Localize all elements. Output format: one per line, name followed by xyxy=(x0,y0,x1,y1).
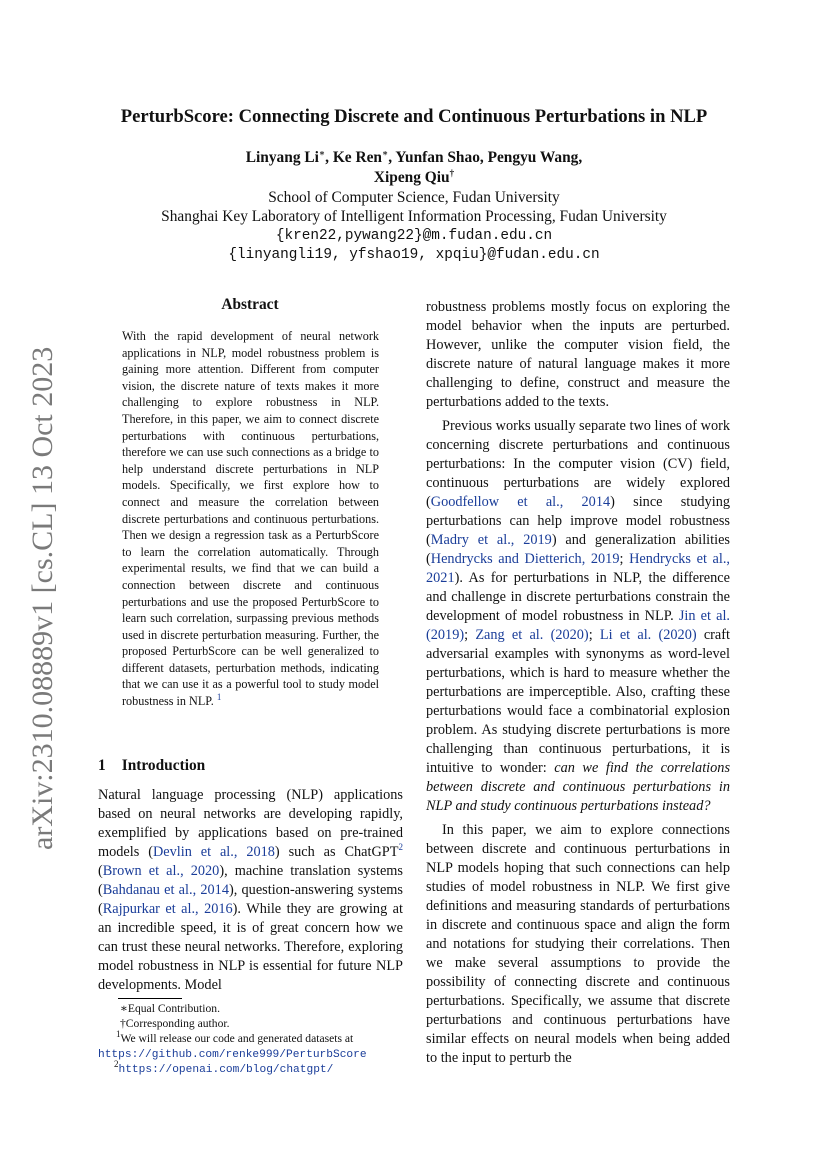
citation-link[interactable]: Hendrycks and Dietterich, 2019 xyxy=(430,551,620,567)
citation-link[interactable]: Devlin et al., 2018 xyxy=(152,844,275,860)
text-run: ), question-answering systems ( xyxy=(98,882,403,917)
arxiv-id-text: arXiv:2310.08889v1 [cs.CL] 13 Oct 2023 xyxy=(26,346,59,850)
text-run: ) such as ChatGPT xyxy=(274,844,399,860)
citation-link[interactable]: Jin et al. (2019) xyxy=(426,608,731,643)
footnote-2-number: 2 xyxy=(114,1059,119,1070)
text-run: ; xyxy=(464,627,476,643)
intro-paragraph-1-continued: robustness problems mostly focus on exploring the model behavior when the inputs are perturbed. However, unlike the computer vision field, the discrete nature of natural language makes it more challenging to define, construct and measure the perturbations added to the texts. xyxy=(426,299,730,410)
author-ke: , Ke Ren xyxy=(325,149,382,166)
corresponding-author-mark: † xyxy=(449,167,455,178)
text-run: ). As for perturbations in NLP, the difference and challenge in discrete perturbations constrain the development of model robustness in NLP. xyxy=(426,570,730,624)
right-column xyxy=(426,298,730,1068)
abstract-text: With the rapid development of neural network applications in NLP, model robustness problem is gaining more attention. Different from computer vision, the discrete nature of texts makes it more challenging to explore robustness in NLP. Therefore, in this paper, we aim to connect discrete perturbations with continuous perturbations, therefore we can use such connections as a bridge to help understand discrete perturbations in NLP models. Specifically, we first explore how to connect and measure the correlation between discrete perturbations and continuous perturbations. Then we design a regression task as a PerturbScore to learn the correlation automatically. Through experimental results, we find that we can build a connection between discrete and continuous perturbations and use the proposed PerturbScore to learn such correlation, surpassing previous methods used in discrete perturbation measuring. Further, the proposed PerturbScore can be well generalized to different datasets, perturbation methods, indicating that we can use it as a powerful tool to study model robustness in NLP. xyxy=(122,329,379,709)
intro-paragraph-2 xyxy=(426,417,730,816)
citation-link[interactable]: Goodfellow et al., 2014 xyxy=(430,494,611,510)
text-run: ; xyxy=(588,627,600,643)
text-run: craft adversarial examples with synonyms as word-level perturbations, which is hard to measure whether the perturbations are imperceptible. Also, crafting these perturbations would face a combinatorial explosion problem. As studying discrete perturbations is more challenging than continuous perturbations, it is intuitive to wonder: xyxy=(426,627,731,776)
author-xipeng: Xipeng Qiu xyxy=(373,169,450,186)
paper-title: PerturbScore: Connecting Discrete and Continuous Perturbations in NLP xyxy=(120,106,708,127)
affiliation-2: Shanghai Key Laboratory of Intelligent Information Processing, Fudan University xyxy=(161,208,667,225)
citation-link[interactable]: Zang et al. (2020) xyxy=(475,627,589,643)
arxiv-margin-identifier xyxy=(4,160,74,980)
abstract-body xyxy=(122,328,379,710)
citation-link[interactable]: Brown et al., 2020 xyxy=(102,863,220,879)
section-title: Introduction xyxy=(121,757,206,774)
author-linyang: Linyang Li xyxy=(245,149,319,166)
citation-link[interactable]: Li et al. (2020) xyxy=(599,627,697,643)
affiliation-1: School of Computer Science, Fudan University xyxy=(268,189,560,206)
intro-paragraph-1 xyxy=(98,786,403,995)
citation-link[interactable]: Bahdanau et al., 2014 xyxy=(102,882,229,898)
email-line-2: {linyangli19, yfshao19, xpqiu}@fudan.edu.cn xyxy=(228,247,600,263)
footnote-divider xyxy=(118,998,182,999)
email-line-1: {kren22,pywang22}@m.fudan.edu.cn xyxy=(275,228,553,244)
citation-link[interactable]: Hendrycks et al., 2021 xyxy=(426,551,730,586)
citation-link[interactable]: Madry et al., 2019 xyxy=(430,532,552,548)
abstract-heading: Abstract xyxy=(221,296,279,313)
text-run: ; xyxy=(619,551,630,567)
equal-contribution-mark: ∗ xyxy=(318,147,326,158)
text-run: ). While they are growing at an incredible speed, it is of great concern how we can trust these neural networks. Therefore, exploring model robustness in NLP is essential for future NLP developments. Model xyxy=(98,901,403,993)
footnote-2 xyxy=(98,1061,419,1078)
footnote-1 xyxy=(98,1031,421,1046)
equal-contribution-mark: ∗ xyxy=(381,147,389,158)
text-run: Previous works usually separate two lines of work concerning discrete perturbations and continuous perturbations: In the computer vision (CV) field, continuous perturbations are widely explored ( xyxy=(426,418,730,510)
research-question: can we find the correlations between discrete and continuous perturbations in NLP and study continuous perturbations instead? xyxy=(426,760,731,814)
footnote-2-link[interactable]: https://openai.com/blog/chatgpt/ xyxy=(118,1064,334,1076)
text-run: ), machine translation systems ( xyxy=(98,863,403,898)
footnote-1-marker[interactable]: 1 xyxy=(216,692,222,702)
text-run: ( xyxy=(98,863,103,879)
author-line-1 xyxy=(0,148,828,168)
author-others: , Yunfan Shao, Pengyu Wang, xyxy=(388,149,583,166)
footnote-1-link[interactable]: https://github.com/renke999/PerturbScore xyxy=(98,1049,367,1061)
footnote-corresponding: †Corresponding author. xyxy=(120,1017,230,1030)
text-run: ) and generalization abilities ( xyxy=(426,532,730,567)
section-heading-introduction xyxy=(98,757,205,775)
footnote-2-marker[interactable]: 2 xyxy=(398,842,403,853)
footnote-1-text: We will release our code and generated datasets at xyxy=(120,1032,354,1045)
author-line-2 xyxy=(0,168,828,188)
text-run: Natural language processing (NLP) applications based on neural networks are developing rapidly, exemplified by applications based on pre-trained models ( xyxy=(98,787,403,860)
section-number: 1 xyxy=(98,757,106,774)
text-run: ) since studying perturbations can help improve model robustness ( xyxy=(426,494,730,548)
footnote-1-number: 1 xyxy=(116,1029,121,1040)
footnote-equal-contribution: ∗Equal Contribution. xyxy=(120,1002,220,1015)
intro-paragraph-3: In this paper, we aim to explore connections between discrete and continuous perturbations in NLP models hoping that such connections can help studies of model robustness in NLP. We first give definitions and measuring standards of perturbations in discrete and continuous space and align the form and notations for studying their correlations. Then we make several assumptions to provide the possibility of connecting discrete and continuous perturbations. Specifically, we assume that discrete perturbations and continuous perturbations have similar effects on neural models when being added to the input to perturb the xyxy=(426,822,730,1066)
citation-link[interactable]: Rajpurkar et al., 2016 xyxy=(102,901,233,917)
